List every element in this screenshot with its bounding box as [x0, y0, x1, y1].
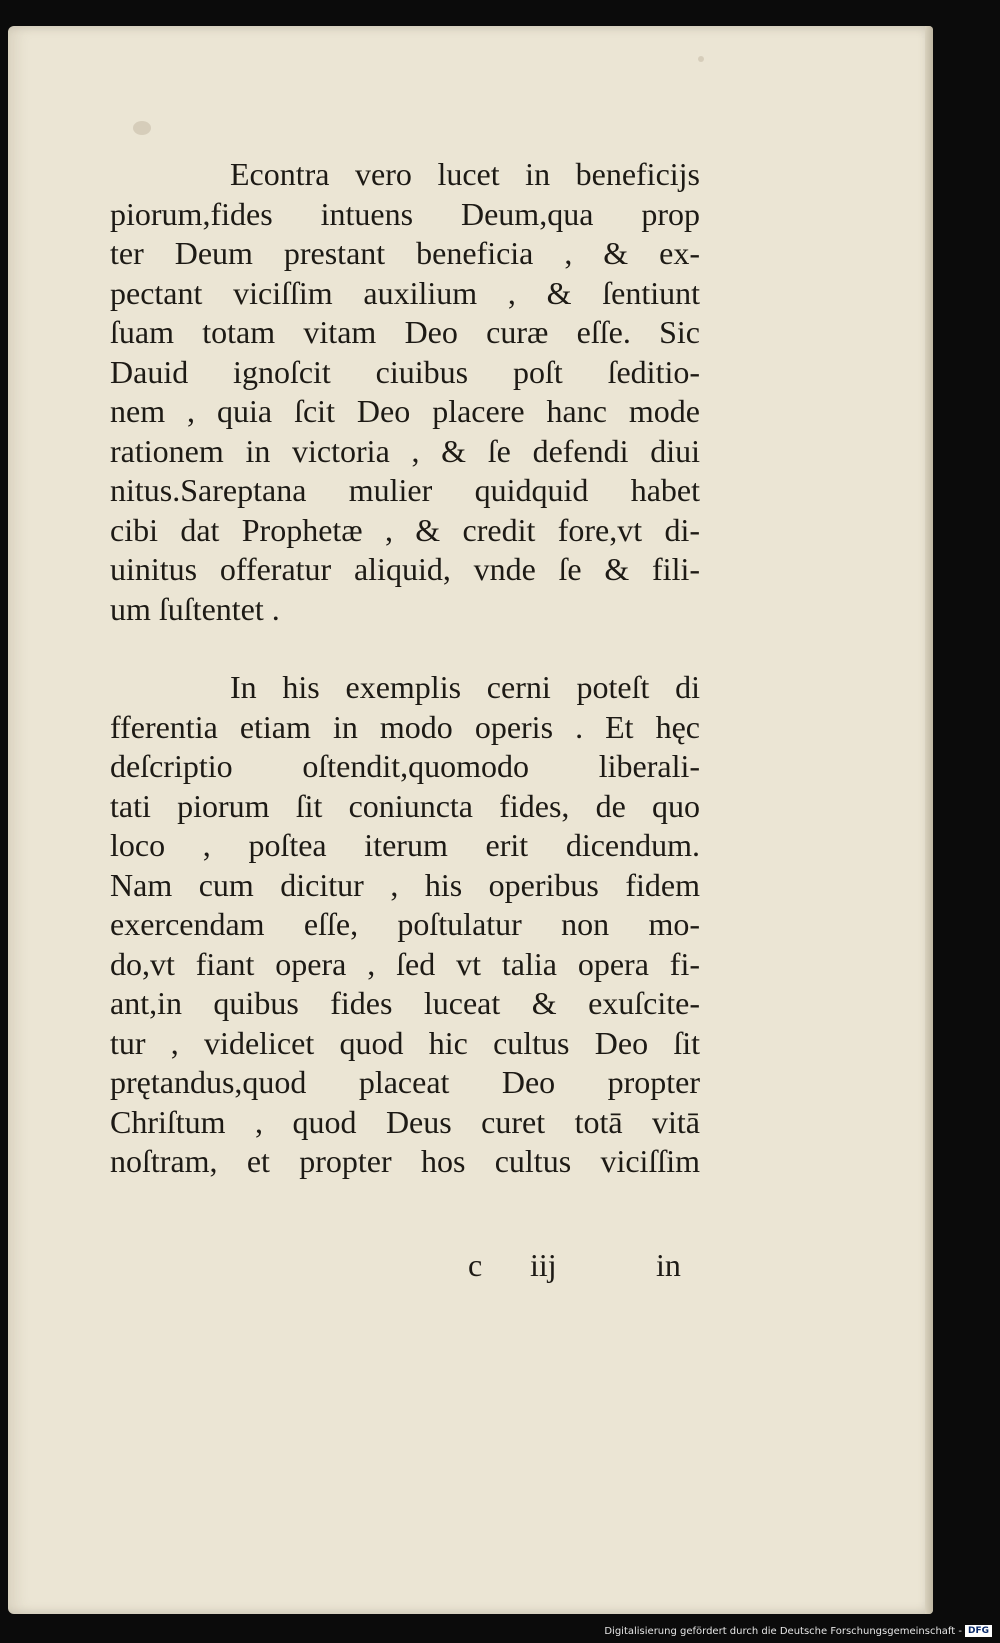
text-line: rationem in victoria , & ſe defendi diui: [110, 432, 700, 469]
digitization-credit: [600, 1624, 992, 1640]
paragraph-2: [110, 668, 700, 1182]
paper-stain: [133, 121, 151, 135]
text-line: exercendam eſſe, poſtulatur non mo-: [110, 906, 700, 942]
text-line: noſtram, et propter hos cultus viciſſim: [110, 1143, 700, 1179]
text-line: In his exemplis cerni poteſt di: [230, 669, 700, 705]
text-line: tati piorum ſit coniuncta fides, de quo: [110, 787, 700, 824]
text-line: nitus.Sareptana mulier quidquid habet: [110, 472, 700, 508]
signature-letter: c: [468, 1247, 483, 1283]
text-line: uinitus offeratur aliquid, vnde ſe & fili-: [110, 551, 700, 587]
page-edge: [925, 26, 933, 1614]
text-line: tur , videlicet quod hic cultus Deo ſit: [110, 1024, 700, 1061]
text-line: Chriſtum , quod Deus curet totā vitā: [110, 1103, 700, 1140]
signature-line: [468, 1247, 696, 1287]
text-line: prętandus,quod placeat Deo propter: [110, 1064, 700, 1100]
text-line: Econtra vero lucet in beneficijs: [230, 156, 700, 192]
credit-text: Digitalisierung gefördert durch die Deutsche Forschungsgemeinschaft -: [604, 1626, 962, 1637]
text-line: nem , quia ſcit Deo placere hanc mode: [110, 393, 700, 429]
text-line: pectant viciſſim auxilium , & ſentiunt: [110, 274, 700, 311]
text-line: Dauid ignoſcit ciuibus poſt ſeditio-: [110, 353, 700, 390]
text-line: ſuam totam vitam Deo curæ eſſe. Sic: [110, 314, 700, 350]
text-line: piorum,fides intuens Deum,qua prop: [110, 195, 700, 232]
text-line: fferentia etiam in modo operis . Et hęc: [110, 708, 700, 745]
text-line: cibi dat Prophetæ , & credit fore,vt di-: [110, 511, 700, 548]
paragraph-1: [110, 155, 700, 629]
text-line: deſcriptio oſtendit,quomodo liberali-: [110, 748, 700, 784]
text-line: Nam cum dicitur , his operibus fidem: [110, 866, 700, 903]
text-line: loco , poſtea iterum erit dicendum.: [110, 827, 700, 863]
text-line: do,vt fiant opera , ſed vt talia opera fi-: [110, 945, 700, 982]
text-line: ter Deum prestant beneficia , & ex-: [110, 235, 700, 271]
catchword: in: [656, 1247, 681, 1283]
dfg-logo: DFG: [965, 1625, 992, 1637]
text-line: ant,in quibus fides luceat & exuſcite-: [110, 985, 700, 1021]
text-line: um ſuſtentet .: [110, 590, 280, 627]
paper-stain: [698, 56, 704, 62]
signature-number: iij: [530, 1247, 557, 1283]
